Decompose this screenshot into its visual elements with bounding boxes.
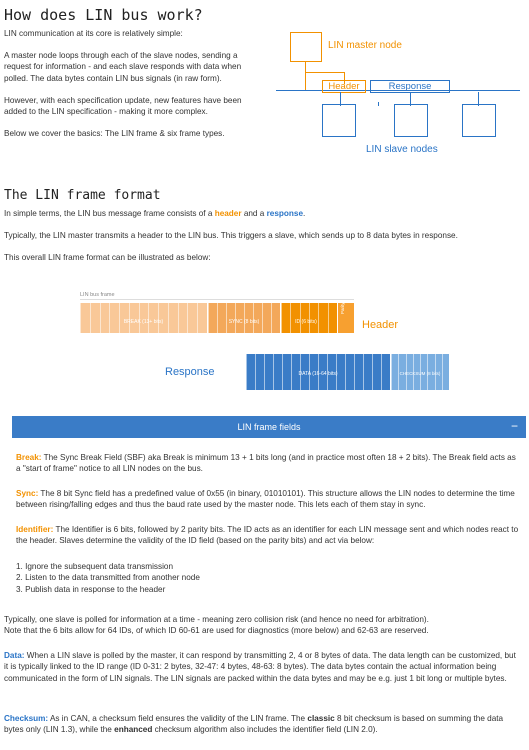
lin-frame-fields-accordion[interactable] [12, 416, 526, 438]
intro [4, 28, 266, 139]
checksum-label: CHECKSUM (8 bits) [399, 371, 441, 376]
data-label: DATA (16-64 bits) [298, 371, 338, 377]
collapse-icon[interactable]: − [510, 419, 518, 433]
break-field: Break: The Sync Break Field (SBF) aka Break is minimum 13 + 1 bits long (and in practice most often 18 + 2 bits). The Break field acts as a "start of frame" notice to all LIN nodes on the bus. [16, 453, 516, 474]
list-item: 3. Publish data in response to the header [16, 584, 166, 594]
polling-line-2: Note that the 6 bits allow for 64 IDs, of which ID 60-61 are used for diagnostics (more below) and 62-63 are reserved. [4, 626, 429, 636]
identifier-list [16, 561, 522, 595]
intro-p4: Below we cover the basics: The LIN frame & six frame types. [4, 129, 225, 139]
slave-node-3 [462, 104, 496, 137]
parity-label: Parity [340, 302, 345, 314]
frame-format-diagram [0, 286, 529, 404]
data-term: Data: [4, 651, 25, 660]
break-term: Break: [16, 453, 42, 462]
polling-line-1: Typically, one slave is polled for information at a time - meaning zero collision risk (and hence no need for arbitration). [4, 615, 429, 624]
list-item: 1. Ignore the subsequent data transmission [16, 562, 174, 571]
frame-format-text [4, 208, 520, 264]
sync-term: Sync: [16, 489, 39, 498]
slave-connector-tick [378, 102, 379, 106]
frame-format-p2: Typically, the LIN master transmits a header to the LIN bus. This triggers a slave, which sends up to 8 data bytes in response. [4, 231, 458, 241]
sync-field: Sync: The 8 bit Sync field has a predefined value of 0x55 (in binary, 01010101). This structure allows the LIN nodes to determine the time between rising/falling edges and thus the baud rate used by the master node. This lets each of them stay in sync. [16, 489, 515, 510]
accordion-title: LIN frame fields [237, 422, 301, 432]
header-label: Header [362, 319, 399, 331]
master-node-label: LIN master node [328, 40, 402, 51]
intro-p1: LIN communication at its core is relatively simple: [4, 29, 183, 38]
id-label: ID (6 bits) [295, 319, 317, 325]
break-label: BREAK (13+ bits) [123, 319, 164, 325]
page-title: How does LIN bus work? [4, 6, 203, 24]
intro-p3: However, with each specification update, new features have been added to the LIN specification - making it more complex. [4, 95, 242, 117]
data-field: Data: When a LIN slave is polled by the master, it can respond by transmitting 2, 4 or 8 bytes of data. The data length can be customized, but it is typically linked to the ID range (ID 0-31: 2 bytes, 32-47: 4 bytes, 48-63: 8 bytes). The data bytes contain the actual information being communicated in the form of LIN signals. The LIN signals are packed within the data bytes and may be e.g. just 1 bit long or multiple bytes. [4, 651, 516, 683]
master-to-header-line [305, 72, 345, 73]
sync-label: SYNC (8 bits) [228, 319, 260, 325]
slave-node-2 [394, 104, 428, 137]
identifier-field: Identifier: The Identifier is 6 bits, followed by 2 parity bits. The ID acts as an identifier for each LIN message sent and which nodes react to the header. Slaves determine the validity of the ID field (based on the parity bits) and act via below: [16, 525, 519, 546]
master-node-box [290, 32, 322, 62]
list-item: 2. Listen to the data transmitted from another node [16, 573, 200, 583]
identifier-term: Identifier: [16, 525, 54, 534]
checksum-field: Checksum: As in CAN, a checksum field ensures the validity of the LIN frame. The classic 8 bit checksum is based on summing the data bytes only (LIN 1.3), while the enhanced checksum algorithm also includes the identifier field (LIN 2.0). [4, 714, 504, 735]
header-term: header [214, 209, 242, 218]
frame-label-line [80, 299, 354, 300]
slave-node-1 [322, 104, 356, 137]
frame-label: LIN bus frame [80, 292, 115, 298]
intro-p2: A master node loops through each of the slave nodes, sending a request for information - and each slave responds with data when polled. The data bytes contain LIN bus signals (in raw form). [4, 51, 242, 83]
polling-note [4, 614, 520, 637]
enhanced-term: enhanced [114, 725, 153, 735]
response-box-label: Response [388, 81, 432, 92]
classic-term: classic [307, 714, 335, 723]
response-term: response [266, 209, 303, 218]
slave-nodes-label: LIN slave nodes [366, 144, 438, 155]
frame-format-heading: The LIN frame format [4, 188, 161, 203]
lin-network-diagram [270, 28, 525, 160]
response-label: Response [165, 366, 215, 378]
header-box-label: Header [328, 81, 360, 92]
master-connector [305, 62, 306, 90]
checksum-term: Checksum: [4, 714, 49, 723]
frame-format-p1: In simple terms, the LIN bus message frame consists of a header and a response. [4, 209, 306, 218]
frame-format-p3: This overall LIN frame format can be illustrated as below: [4, 253, 211, 263]
